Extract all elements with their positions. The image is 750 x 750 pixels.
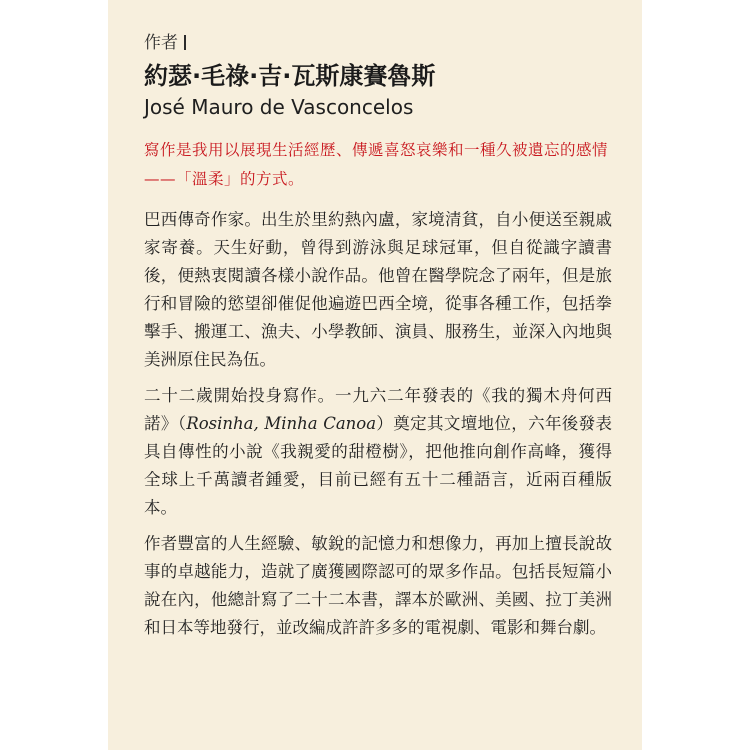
author-name-chinese: 約瑟·毛祿·吉·瓦斯康賽魯斯 (144, 62, 436, 90)
label-divider (184, 35, 186, 50)
bio-paragraph-2-part-a: 二十二歲開始投身寫作。一九六二年發表的《我的獨木舟何西諾》（ (144, 386, 612, 433)
bio-paragraph-2-part-b: ）奠定其文壇地位，六年後發表具自傳性的小說《我親愛的甜橙樹》，把他推向創作高峰，獲得全球上千萬讀者鍾愛，目前已經有五十二種語言，近兩百種版本。 (144, 414, 613, 517)
bio-paragraph-1: 巴西傳奇作家。出生於里約熱內盧，家境清貧，自小便送至親戚家寄養。天生好動，曾得到游泳與足球冠軍，但自從識字讀書後，便熱衷閱讀各樣小說作品。他曾在醫學院念了兩年，但是旅行和冒險的慾望卻催促他遍遊巴西全境，從事各種工作，包括拳擊手、搬運工、漁夫、小學教師、演員、服務生，並深入內地與美洲原住民為伍。 (144, 210, 612, 369)
author-bio (144, 30, 612, 650)
book-title-italic: Rosinha, Minha Canoa (186, 414, 377, 433)
author-name-english: José Mauro de Vasconcelos (144, 95, 414, 119)
author-label: 作者 (144, 33, 178, 53)
bio-paragraph-3: 作者豐富的人生經驗、敏銳的記憶力和想像力，再加上擅長說故事的卓越能力，造就了廣獲國際認可的眾多作品。包括長短篇小說在內，他總計寫了二十二本書，譯本於歐洲、美國、拉丁美洲和日本等地發行，並改編成許許多多的電視劇、電影和舞台劇。 (144, 534, 612, 637)
author-label-row (144, 30, 612, 56)
author-quote: 寫作是我用以展現生活經歷、傳遞喜怒哀樂和一種久被遺忘的感情——「溫柔」的方式。 (144, 141, 609, 188)
book-page (108, 0, 642, 750)
bio-paragraph-2 (144, 382, 612, 522)
